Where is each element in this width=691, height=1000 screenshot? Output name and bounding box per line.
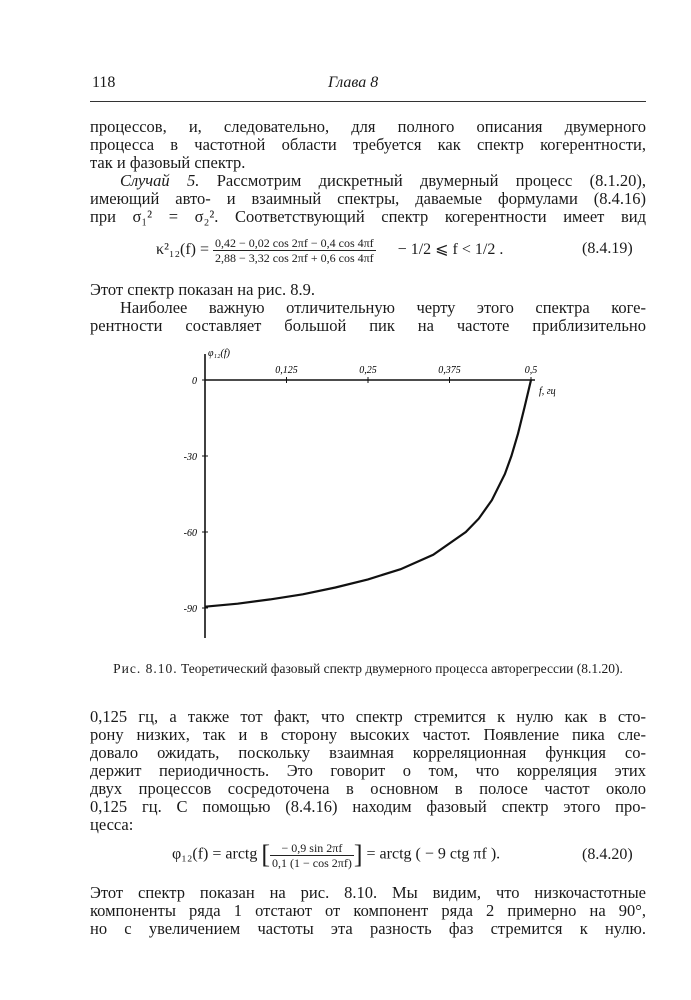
equation-fraction <box>270 841 354 870</box>
equation-fraction <box>213 236 376 265</box>
paragraph-4 <box>90 299 646 335</box>
y-tick-label: -60 <box>183 528 197 539</box>
text-line: 0,125 гц, а также тот факт, что спектр стремится к нулю как в сто- <box>90 707 646 726</box>
running-head: Глава 8 <box>328 74 379 91</box>
text-line: держит периодичность. Это говорит о том, что корреляция этих <box>90 761 646 780</box>
text-line: довало ожидать, поскольку взаимная корреляционная функция со- <box>90 743 646 762</box>
phase-spectrum-chart <box>165 340 565 645</box>
equation-8-4-20: φ₁₂(f) = arctg [ $\frac{- 0,9 \sin 2\pi f}{0,1 (1 - \cos 2\pi f)}$ ] = arctg ( − 9 ctg πf ). <box>172 840 501 870</box>
equation-8-4-19 <box>156 236 503 265</box>
y-tick-label: -30 <box>183 452 197 463</box>
y-tick-label: 0 <box>192 376 197 387</box>
fraction-numerator: 0,42 − 0,02 cos 2πf − 0,4 cos 4πf <box>215 236 374 250</box>
equation-lhs: φ₁₂(f) = arctg <box>172 845 258 863</box>
header-rule <box>90 101 646 102</box>
text-line: так и фазовый спектр. <box>90 153 246 172</box>
paragraph-1 <box>90 118 646 172</box>
equation-label-8-4-20: (8.4.20) <box>582 846 633 863</box>
paragraph-5 <box>90 708 646 834</box>
x-tick-label: 0,375 <box>438 365 461 376</box>
equation-range: − 1/2 ⩽ f < 1/2 . <box>397 241 504 259</box>
figure-caption <box>90 661 646 677</box>
text-line: цесса: <box>90 815 134 834</box>
y-tick-label: -90 <box>183 604 197 615</box>
text-line: двух процессов сосредоточена в основном в полосе частот около <box>90 779 646 798</box>
fraction-denominator: 2,88 − 3,32 cos 2πf + 0,6 cos 4πf <box>215 251 374 265</box>
x-axis-label: f, гц <box>539 386 556 397</box>
x-tick-label: 0,25 <box>359 365 377 376</box>
paragraph-3 <box>90 281 646 299</box>
case-label: Случай 5. <box>120 171 200 190</box>
fraction-numerator: − 0,9 sin 2πf <box>270 841 354 856</box>
equation-label-8-4-19: (8.4.19) <box>582 240 633 257</box>
text-line: рону низких, так и в сторону высоких частот. Появление пика сле- <box>90 725 646 744</box>
paragraph-6 <box>90 884 646 938</box>
fraction-denominator: 0,1 (1 − cos 2πf) <box>272 855 352 870</box>
y-axis-label: φ₁₂(f) <box>208 348 230 359</box>
text-line: имеющий авто- и взаимный спектры, даваемые формулами (8.4.16) <box>90 189 646 208</box>
text-line: но с увеличением частоты эта разность фаз стремится к нулю. <box>90 919 646 938</box>
page-number: 118 <box>92 74 116 91</box>
text-line: процесса в частотной области требуется как спектр когерентности, <box>90 135 646 154</box>
caption-text: Теоретический фазовый спектр двумерного процесса авторегрессии (8.1.20). <box>180 661 623 676</box>
series-line-phase-spectrum <box>205 380 531 607</box>
paragraph-2 <box>90 172 646 226</box>
text-line: Рассмотрим дискретный двумерный процесс (8.1.20), <box>216 171 646 190</box>
text-line: процессов, и, следовательно, для полного описания двумерного <box>90 117 646 136</box>
equation-rhs: = arctg ( − 9 ctg πf ). <box>366 845 501 863</box>
equation-lhs: κ²₁₂(f) = <box>156 241 210 259</box>
text-line: при σ₁² = σ₂². Соответствующий спектр когерентности имеет вид <box>90 207 646 226</box>
text-line: Этот спектр показан на рис. 8.9. <box>90 280 315 299</box>
x-tick-label: 0,125 <box>275 365 298 376</box>
x-tick-label: 0,5 <box>524 365 538 376</box>
text-line: компоненты ряда 1 отстают от компонент ряда 2 примерно на 90°, <box>90 901 646 920</box>
caption-prefix: Рис. 8.10. <box>113 661 178 676</box>
text-line: рентности составляет большой пик на частоте приблизительно <box>90 316 646 335</box>
text-line: 0,125 гц. С помощью (8.4.16) находим фазовый спектр этого про- <box>90 797 646 816</box>
text-line: Этот спектр показан на рис. 8.10. Мы видим, что низкочастотные <box>90 883 646 902</box>
text-line: Наиболее важную отличительную черту этого спектра коге- <box>120 298 646 317</box>
